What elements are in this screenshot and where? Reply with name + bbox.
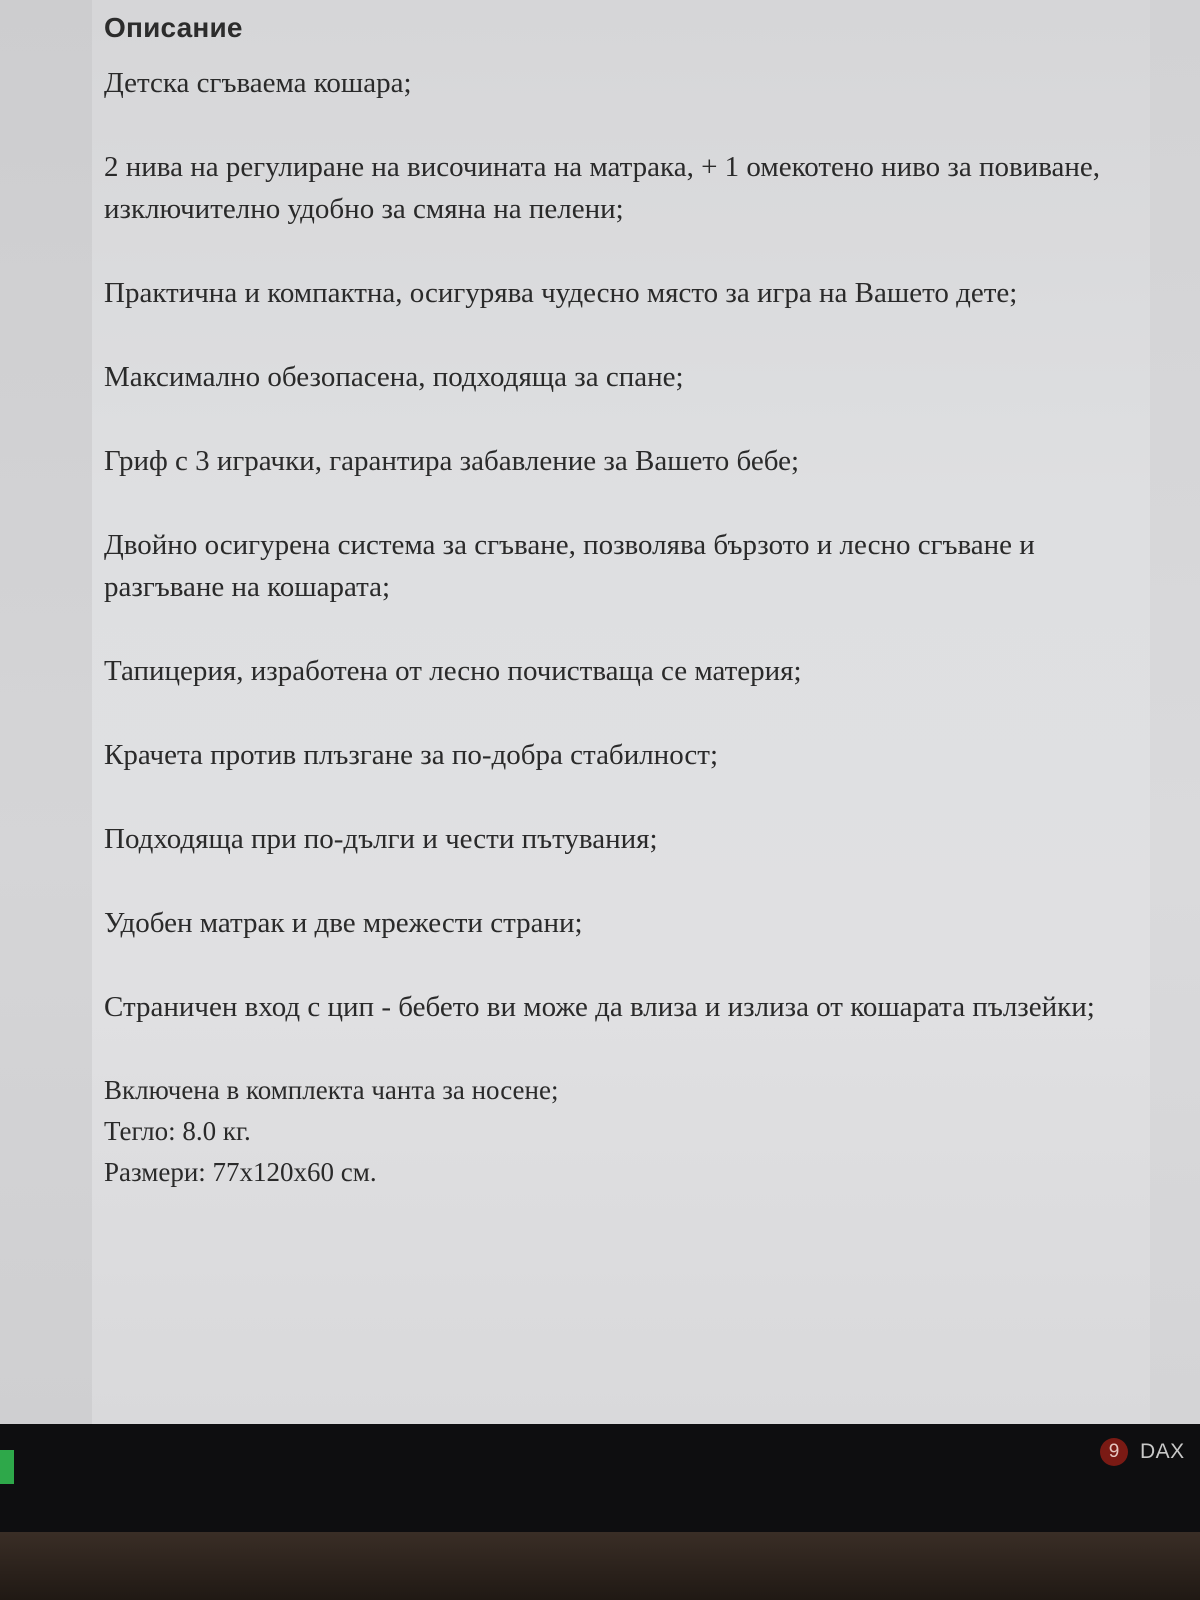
description-paragraph: Двойно осигурена система за сгъване, позволява бързото и лесно сгъване и разгъване на кошарата; [104, 529, 1035, 603]
left-margin [0, 0, 92, 1424]
taskbar [0, 1424, 1200, 1532]
description-paragraph: Тапицерия, изработена от лесно почистваща се материя; [104, 655, 802, 687]
description-paragraph: Максимално обезопасена, подходяща за спане; [104, 361, 684, 393]
description-paragraph: Подходяща при по-дълги и чести пътувания; [104, 823, 658, 855]
tray-label[interactable]: DAX [1140, 1440, 1185, 1463]
description-paragraph: Гриф с 3 играчки, гарантира забавление за Вашето бебе; [104, 445, 800, 477]
description-heading: Описание [104, 12, 243, 43]
description-paragraph: Страничен вход с цип - бебето ви може да влиза и излиза от кошарата пълзейки; [104, 991, 1095, 1023]
spec-list [104, 1070, 1144, 1193]
spec-weight: Тегло: 8.0 кг. [104, 1116, 251, 1146]
description-section [104, 12, 1144, 1193]
right-margin [1150, 0, 1200, 1424]
description-paragraph: 2 нива на регулиране на височината на матрака, + 1 омекотено ниво за повиване, изключително удобно за смяна на пелени; [104, 151, 1101, 225]
spec-dimensions: Размери: 77х120х60 см. [104, 1157, 377, 1187]
description-paragraph: Удобен матрак и две мрежести страни; [104, 907, 583, 939]
description-paragraph: Детска сгъваема кошара; [104, 67, 412, 99]
spec-bag: Включена в комплекта чанта за носене; [104, 1075, 559, 1105]
green-app-icon[interactable] [0, 1450, 14, 1484]
description-paragraph: Практична и компактна, осигурява чудесно място за игра на Вашето дете; [104, 277, 1018, 309]
description-paragraph: Крачета против плъзгане за по-добра стабилност; [104, 739, 719, 771]
monitor-bezel [0, 1532, 1200, 1600]
notification-badge[interactable]: 9 [1100, 1438, 1128, 1466]
